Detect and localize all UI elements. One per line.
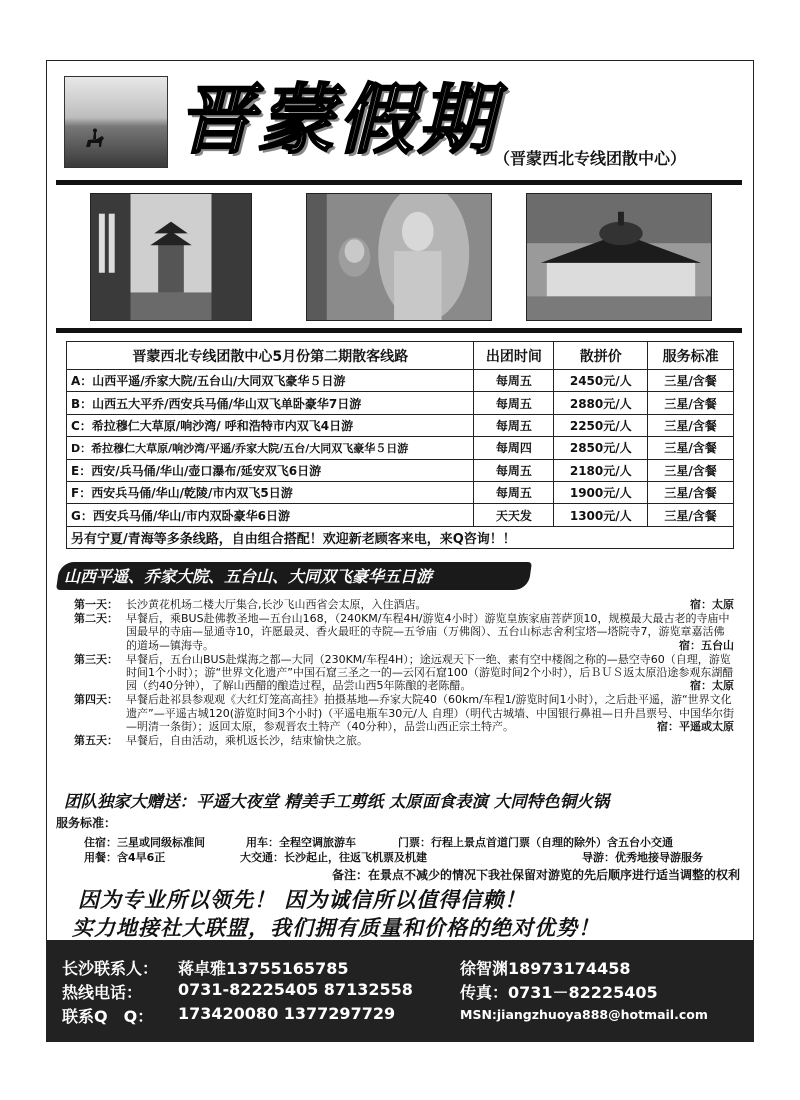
day-text xyxy=(126,653,734,693)
route-price: 1300元/人 xyxy=(554,504,648,526)
yungang-buddha-photo xyxy=(306,193,492,321)
table-header-row xyxy=(67,342,734,370)
horse-rider-icon xyxy=(83,127,109,153)
route-service: 三星/含餐 xyxy=(648,504,734,526)
brand-subtitle: （晋蒙西北专线团散中心） xyxy=(494,149,687,168)
route-name: D：希拉穆仁大草原/响沙湾/平遥/乔家大院/五台/大同双飞豪华５日游 xyxy=(67,437,474,459)
table-row xyxy=(67,414,734,436)
itinerary-day xyxy=(74,734,734,747)
photos-divider xyxy=(56,328,742,333)
second-contact: 徐智渊18973174458 xyxy=(460,959,631,978)
fax: 传真：0731－82225405 xyxy=(460,983,658,1002)
route-time: 每周五 xyxy=(474,459,554,481)
route-service: 三星/含餐 xyxy=(648,481,734,503)
day-stay: 宿：太原 xyxy=(686,679,734,692)
std-tickets: 门票：行程上景点首道门票（自理的除外）含五台小交通 xyxy=(398,836,673,849)
qq-label: 联系Q Q： xyxy=(62,1007,154,1026)
day-stay: 宿：太原 xyxy=(686,598,734,611)
std-vehicle: 用车：全程空调旅游车 xyxy=(246,836,356,849)
table-row xyxy=(67,459,734,481)
slogan-1: 因为专业所以领先！ 因为诚信所以值得信赖！ xyxy=(78,887,527,912)
std-transport: 大交通：长沙起止，往返飞机票及机建 xyxy=(240,851,427,864)
day-description: 早餐后，自由活动，乘机返长沙，结束愉快之旅。 xyxy=(126,734,368,748)
route-price: 2850元/人 xyxy=(554,437,648,459)
std-lodging: 住宿：三星或同级标准间 xyxy=(84,836,205,849)
itinerary-day xyxy=(74,653,734,693)
day-stay: 宿：五台山 xyxy=(675,639,734,652)
slogan-2: 实力地接社大联盟，我们拥有质量和价格的绝对优势！ xyxy=(72,915,600,940)
route-price: 1900元/人 xyxy=(554,481,648,503)
day-label: 第三天： xyxy=(74,652,118,666)
col-service-header: 服务标准 xyxy=(648,342,734,370)
route-time: 每周五 xyxy=(474,370,554,392)
service-standard-title: 服务标准： xyxy=(56,816,117,830)
route-price: 2880元/人 xyxy=(554,392,648,414)
std-guide: 导游：优秀地接导游服务 xyxy=(582,851,703,864)
day-label: 第一天： xyxy=(74,598,118,611)
itinerary-day xyxy=(74,693,734,733)
changsha-contact-label: 长沙联系人： xyxy=(62,959,159,978)
header-divider xyxy=(56,180,742,185)
std-meals: 用餐：含4早6正 xyxy=(84,851,166,864)
table-note: 另有宁夏/青海等多条线路，自由组合搭配！欢迎新老顾客来电，来Q咨询！！ xyxy=(67,526,734,548)
table-note-row xyxy=(67,526,734,548)
route-price-table xyxy=(66,341,734,549)
route-name: B：山西五大平乔/西安兵马俑/华山双飞单卧豪华7日游 xyxy=(67,392,474,414)
mongolian-temple-photo xyxy=(526,193,712,321)
col-price-header: 散拼价 xyxy=(554,342,648,370)
itinerary-banner-title: 山西平遥、乔家大院、五台山、大同双飞豪华五日游 xyxy=(64,567,433,586)
route-name: E：西安/兵马俑/华山/壶口瀑布/延安双飞6日游 xyxy=(67,459,474,481)
col-route-header: 晋蒙西北专线团散中心5月份第二期散客线路 xyxy=(67,342,474,370)
itinerary xyxy=(74,598,734,748)
route-name: G：西安兵马俑/华山/市内双卧豪华6日游 xyxy=(67,504,474,526)
route-time: 每周五 xyxy=(474,414,554,436)
qq-value: 173420080 1377297729 xyxy=(178,1004,396,1023)
msn: MSN:jiangzhuoya888@hotmail.com xyxy=(460,1007,708,1022)
route-service: 三星/含餐 xyxy=(648,437,734,459)
table-row xyxy=(67,392,734,414)
route-price: 2250元/人 xyxy=(554,414,648,436)
hotline-value: 0731-82225405 87132558 xyxy=(178,980,413,999)
route-name: A：山西平遥/乔家大院/五台山/大同双飞豪华５日游 xyxy=(67,370,474,392)
day-label: 第二天： xyxy=(74,612,118,626)
day-description: 长沙黄花机场二楼大厅集合,长沙飞山西省会太原，入住酒店。 xyxy=(126,598,427,611)
day-stay: 宿：平遥或太原 xyxy=(653,720,734,733)
table-row xyxy=(67,370,734,392)
horse-rider-photo xyxy=(64,76,168,168)
route-name: C：希拉穆仁大草原/响沙湾/ 呼和浩特市内双飞4日游 xyxy=(67,414,474,436)
hotline-label: 热线电话： xyxy=(62,983,143,1002)
route-service: 三星/含餐 xyxy=(648,459,734,481)
remark: 备注：在景点不减少的情况下我社保留对游览的先后顺序进行适当调整的权利 xyxy=(332,868,741,882)
itinerary-day xyxy=(74,612,734,652)
day-text xyxy=(126,598,734,611)
route-name: F：西安兵马俑/华山/乾陵/市内双飞5日游 xyxy=(67,481,474,503)
day-text xyxy=(126,693,734,733)
brand-title: 晋蒙假期 xyxy=(178,75,498,164)
day-text xyxy=(126,734,734,747)
route-service: 三星/含餐 xyxy=(648,414,734,436)
day-label: 第五天： xyxy=(74,734,118,748)
route-time: 每周四 xyxy=(474,437,554,459)
pingyao-tower-photo xyxy=(90,193,252,321)
route-price: 2450元/人 xyxy=(554,370,648,392)
col-time-header: 出团时间 xyxy=(474,342,554,370)
route-service: 三星/含餐 xyxy=(648,392,734,414)
day-text xyxy=(126,612,734,652)
changsha-contact-value: 蒋卓雅13755165785 xyxy=(178,959,349,978)
table-row xyxy=(67,437,734,459)
route-price: 2180元/人 xyxy=(554,459,648,481)
itinerary-day xyxy=(74,598,734,611)
table-row xyxy=(67,504,734,526)
day-description: 早餐后，五台山BUS赴煤海之都—大同（230KM/车程4H）；途远观天下一绝、素有空中楼阁之称的—悬空寺60（自理，游览时间1个小时）；游“世界文化遗产”中国石窟三圣之一的—云冈石窟100（游览时间2个小时），后ＢＵＳ返太原沿途参观东湖醋园（约40分钟），了解山西醋的酿造过程，品尝山西5年陈酿的老陈醋。 xyxy=(126,652,734,693)
route-service: 三星/含餐 xyxy=(648,370,734,392)
route-time: 每周五 xyxy=(474,392,554,414)
day-description: 早餐后赴祁县参观观《大红灯笼高高挂》拍摄基地—乔家大院40（60km/车程1/游览时间1小时），之后赴平遥，游“世界文化遗产”—平遥古城120(游览时间3个小时)（平遥电瓶车30元/人 自理）（明代古城墙、中国银行鼻祖—日升昌票号、中国华尔街—明清一条街）；返回太原，参观晋农土特产（40分种），品尝山西正宗土特产。 xyxy=(126,693,734,733)
day-description: 早餐后，乘BUS赴佛教圣地—五台山168，（240KM/车程4H/游览4小时）游览皇族家庙菩萨顶10，规模最大最古老的寺庙中国最早的寺庙—显通寺10，许愿最灵、香火最旺的寺院—五爷庙（万佛阁）、五台山标志舍利宝塔—塔院寺7，游览章嘉活佛的道场—镇海寺。 xyxy=(126,612,730,652)
route-time: 每周五 xyxy=(474,481,554,503)
day-label: 第四天： xyxy=(74,693,118,707)
route-time: 天天发 xyxy=(474,504,554,526)
gift-line: 团队独家大赠送：平遥大夜堂 精美手工剪纸 太原面食表演 大同特色铜火锅 xyxy=(64,792,610,811)
table-row xyxy=(67,481,734,503)
